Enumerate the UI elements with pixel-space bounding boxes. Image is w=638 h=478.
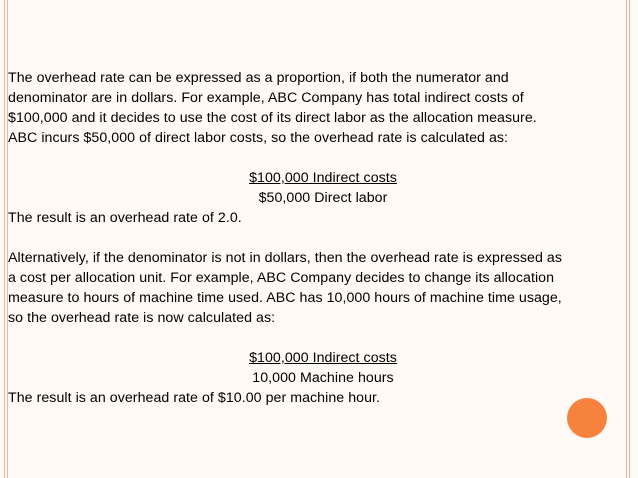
fraction-denominator: $50,000 Direct labor	[258, 190, 388, 206]
right-border-decoration	[626, 0, 630, 478]
paragraph-proportion	[8, 68, 626, 148]
paragraph-line: Alternatively, if the denominator is not in dollars, then the overhead rate is expressed as	[8, 250, 562, 266]
decorative-circle-icon	[567, 398, 607, 438]
result-text: The result is an overhead rate of 2.0.	[8, 210, 242, 226]
paragraph-line: measure to hours of machine time used. ABC has 10,000 hours of machine time usage,	[8, 290, 562, 306]
paragraph-line: so the overhead rate is now calculated as:	[8, 310, 276, 326]
result-text: The result is an overhead rate of $10.00 per machine hour.	[8, 390, 381, 406]
fraction-numerator: $100,000 Indirect costs	[249, 350, 397, 366]
paragraph-allocation-unit	[8, 248, 626, 328]
fraction-denominator: 10,000 Machine hours	[252, 370, 394, 386]
result-line-1	[8, 208, 626, 228]
paragraph-line: The overhead rate can be expressed as a proportion, if both the numerator and	[8, 70, 509, 86]
paragraph-line: $100,000 and it decides to use the cost of its direct labor as the allocation measure.	[8, 110, 537, 126]
paragraph-line: ABC incurs $50,000 of direct labor costs, so the overhead rate is calculated as:	[8, 130, 509, 146]
slide-body	[8, 68, 626, 408]
fraction-machine-hours	[0, 348, 626, 388]
paragraph-line: a cost per allocation unit. For example, ABC Company decides to change its allocation	[8, 270, 555, 286]
paragraph-line: denominator are in dollars. For example, ABC Company has total indirect costs of	[8, 90, 524, 106]
result-line-2	[8, 388, 626, 408]
fraction-dollars	[0, 168, 626, 208]
fraction-numerator: $100,000 Indirect costs	[249, 170, 397, 186]
